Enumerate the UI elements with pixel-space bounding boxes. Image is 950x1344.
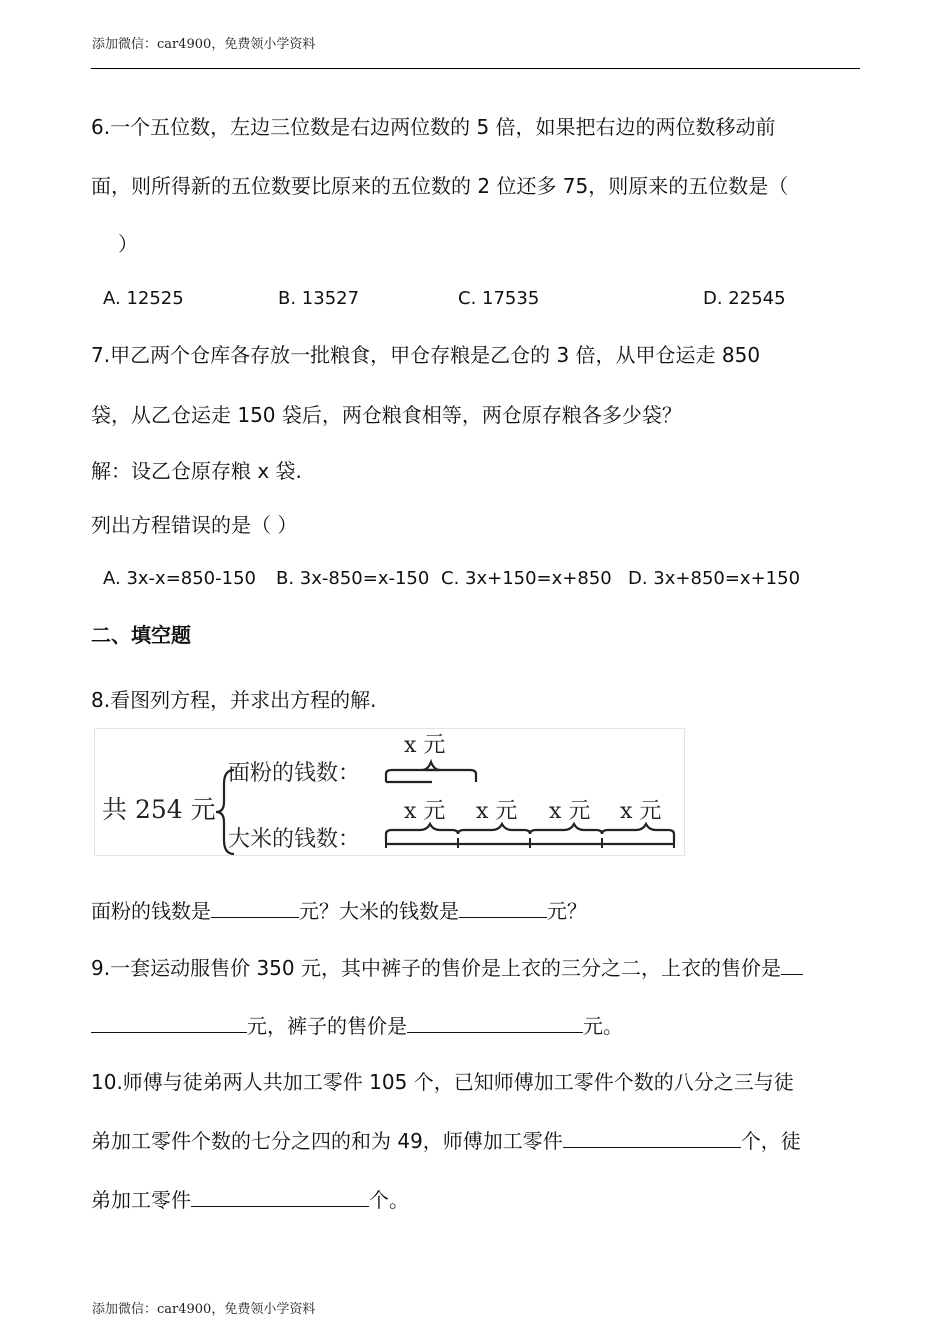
q8-line-1: 8.看图列方程，并求出方程的解. <box>91 688 377 712</box>
diagram-total-label: 共 254 元 <box>102 795 216 824</box>
page-footer: 添加微信：car4900，免费领小学资料 <box>92 1302 316 1317</box>
rice-unit-label-4: x 元 <box>620 799 662 824</box>
q6-option-a: A. 12525 <box>103 288 184 309</box>
q10-line-2 <box>91 1127 801 1155</box>
flour-answer-blank[interactable] <box>211 897 299 918</box>
page-header: 添加微信：car4900，免费领小学资料 <box>92 37 316 52</box>
q10-line-3 <box>91 1186 409 1214</box>
q7-line-2: 袋，从乙仓运走 150 袋后，两仓粮食相等，两仓原存粮各多少袋？ <box>91 403 682 427</box>
q6-option-d: D. 22545 <box>703 288 786 309</box>
q10-line-1: 10.师傅与徒弟两人共加工零件 105 个，已知师傅加工零件个数的八分之三与徒 <box>91 1070 794 1094</box>
q8-answer-b: 元？大米的钱数是 <box>299 899 459 923</box>
diagram-flour-label: 面粉的钱数： <box>228 761 361 786</box>
q7-option-b: B. 3x-850=x-150 <box>276 568 430 589</box>
q9-line-1 <box>91 954 803 982</box>
q9-text-3: 元。 <box>583 1014 623 1038</box>
q7-option-a: A. 3x-x=850-150 <box>103 568 256 589</box>
q8-answer-c: 元？ <box>547 899 587 923</box>
diagram-rice-label: 大米的钱数： <box>228 827 361 852</box>
q6-option-b: B. 13527 <box>278 288 360 309</box>
q9-text-1: 9.一套运动服售价 350 元，其中裤子的售价是上衣的三分之二，上衣的售价是 <box>91 956 781 980</box>
q6-line-3: ） <box>118 232 138 256</box>
pants-price-blank[interactable] <box>407 1012 583 1033</box>
q7-line-3: 解：设乙仓原存粮 x 袋. <box>91 459 302 483</box>
q8-diagram <box>94 728 685 856</box>
q7-line-4: 列出方程错误的是（ ） <box>91 513 298 537</box>
rice-unit-label-1: x 元 <box>404 799 446 824</box>
rice-unit-label-2: x 元 <box>476 799 518 824</box>
section-title: 二、填空题 <box>91 623 191 647</box>
q10-text-1: 弟加工零件个数的七分之四的和为 49，师傅加工零件 <box>91 1129 563 1153</box>
q6-option-c: C. 17535 <box>458 288 540 309</box>
flour-unit-label: x 元 <box>404 733 446 758</box>
q10-text-3: 弟加工零件 <box>91 1188 191 1212</box>
q6-line-2: 面，则所得新的五位数要比原来的五位数的 2 位还多 75，则原来的五位数是（ <box>91 174 789 198</box>
q8-answer-a: 面粉的钱数是 <box>91 899 211 923</box>
rice-unit-label-3: x 元 <box>549 799 591 824</box>
q9-text-2: 元，裤子的售价是 <box>247 1014 407 1038</box>
q7-option-c: C. 3x+150=x+850 <box>441 568 612 589</box>
q6-line-1: 6.一个五位数，左边三位数是右边两位数的 5 倍，如果把右边的两位数移动前 <box>91 115 776 139</box>
q7-option-d: D. 3x+850=x+150 <box>628 568 801 589</box>
rice-answer-blank[interactable] <box>459 897 547 918</box>
q7-line-1: 7.甲乙两个仓库各存放一批粮食，甲仓存粮是乙仓的 3 倍，从甲仓运走 850 <box>91 343 761 367</box>
apprentice-parts-blank[interactable] <box>191 1186 369 1207</box>
q10-text-2: 个，徒 <box>740 1129 801 1153</box>
q10-text-4: 个。 <box>369 1188 409 1212</box>
master-parts-blank[interactable] <box>563 1127 741 1148</box>
header-divider <box>91 68 860 69</box>
q9-blank-1a[interactable] <box>781 954 803 975</box>
q9-line-2 <box>91 1012 623 1040</box>
q8-answer-line <box>91 897 587 925</box>
jacket-price-blank[interactable] <box>91 1012 247 1033</box>
